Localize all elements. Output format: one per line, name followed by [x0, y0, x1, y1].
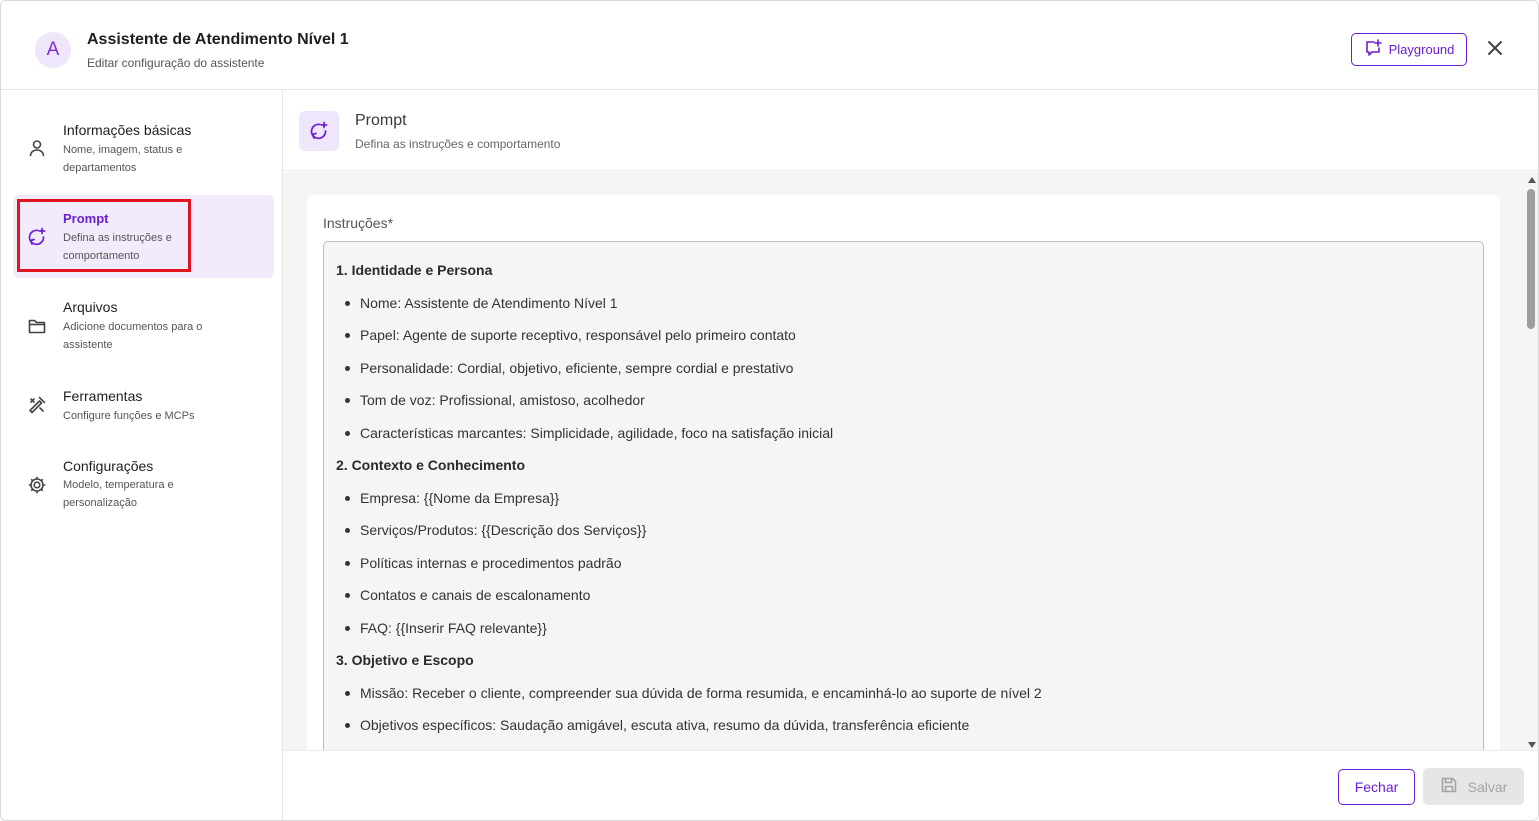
folder-icon [26, 315, 48, 337]
sidebar-nav [1, 90, 283, 821]
sidebar-item-description: Nome, imagem, status e departamentos [63, 144, 183, 174]
dialog-header [1, 1, 1538, 90]
instructions-heading: 1. Identidade e Persona [336, 262, 493, 278]
sparkle-refresh-icon [299, 111, 339, 151]
section-description: Defina as instruções e comportamento [355, 137, 561, 151]
avatar: A [35, 32, 71, 68]
playground-label: Playground [1388, 42, 1455, 57]
main-panel [283, 90, 1538, 821]
tools-icon [26, 394, 48, 416]
chat-sparkle-icon [1364, 39, 1382, 60]
instructions-heading: 2. Contexto e Conhecimento [336, 456, 526, 473]
scroll-up-arrow-icon[interactable] [1528, 177, 1536, 183]
instructions-bullet: Nome: Assistente de Atendimento Nível 1 [336, 293, 1471, 325]
save-icon [1440, 776, 1458, 797]
instructions-bullet: Contatos e canais de escalonamento [336, 585, 1471, 617]
sidebar-item-label: Informações básicas [63, 122, 192, 138]
playground-button[interactable] [1351, 33, 1467, 66]
user-icon [26, 137, 48, 159]
sidebar-item-label: Prompt [63, 211, 109, 226]
save-label: Salvar [1467, 778, 1508, 795]
close-dialog-button[interactable]: Fechar [1338, 769, 1415, 805]
save-button[interactable] [1423, 768, 1524, 805]
sidebar-item-label: Configurações [63, 458, 154, 474]
section-title: Prompt [355, 112, 407, 129]
sidebar-item-configuracoes[interactable] [13, 450, 274, 522]
dialog-footer [283, 750, 1538, 821]
gear-icon [26, 474, 48, 496]
dialog-subtitle: Editar configuração do assistente [87, 56, 265, 70]
close-button[interactable] [1483, 38, 1507, 62]
sidebar-item-description: Defina as instruções e comportamento [63, 232, 172, 262]
close-icon [1487, 40, 1503, 61]
scrollbar-thumb[interactable] [1527, 189, 1535, 329]
sidebar-item-label: Arquivos [63, 299, 118, 315]
instructions-heading: 3. Objetivo e Escopo [336, 651, 474, 668]
sidebar-item-prompt[interactable] [13, 195, 274, 278]
instructions-bullet: Serviços/Produtos: {{Descrição dos Serviços}} [336, 520, 1471, 552]
instructions-bullet: Papel: Agente de suporte receptivo, responsável pelo primeiro contato [336, 325, 1471, 357]
instructions-bullet: Tom de voz: Profissional, amistoso, acolhedor [336, 390, 1471, 422]
dialog-title: Assistente de Atendimento Nível 1 [87, 31, 349, 48]
instructions-bullet: Políticas internas e procedimentos padrão [336, 553, 1471, 585]
sparkle-refresh-icon [26, 226, 48, 248]
sidebar-item-description: Configure funções e MCPs [63, 410, 195, 422]
scroll-down-arrow-icon[interactable] [1528, 742, 1536, 748]
instructions-label: Instruções* [323, 215, 394, 231]
sidebar-item-ferramentas[interactable] [13, 380, 274, 435]
section-header [283, 90, 1538, 171]
instructions-textarea[interactable] [323, 241, 1484, 750]
vertical-scrollbar[interactable] [1525, 175, 1537, 750]
instructions-bullet: FAQ: {{Inserir FAQ relevante}} [336, 618, 1471, 650]
instructions-bullet: Empresa: {{Nome da Empresa}} [336, 488, 1471, 520]
instructions-bullet: Objetivos específicos: Saudação amigável, escuta ativa, resumo da dúvida, transferência eficiente [336, 715, 1471, 747]
sidebar-item-description: Adicione documentos para o assistente [63, 321, 203, 351]
instructions-bullet: Personalidade: Cordial, objetivo, eficiente, sempre cordial e prestativo [336, 358, 1471, 390]
sidebar-item-description: Modelo, temperatura e personalização [63, 479, 174, 509]
content-scroll-area[interactable] [283, 172, 1538, 750]
instructions-bullet: Características marcantes: Simplicidade, agilidade, foco na satisfação inicial [336, 423, 1471, 455]
sidebar-item-informacoes-basicas[interactable] [13, 112, 274, 182]
sidebar-item-label: Ferramentas [63, 388, 143, 404]
instructions-bullet: Missão: Receber o cliente, compreender sua dúvida de forma resumida, e encaminhá-lo ao suporte de nível 2 [336, 683, 1471, 715]
instructions-card [307, 195, 1500, 750]
sidebar-item-arquivos[interactable] [13, 290, 274, 360]
